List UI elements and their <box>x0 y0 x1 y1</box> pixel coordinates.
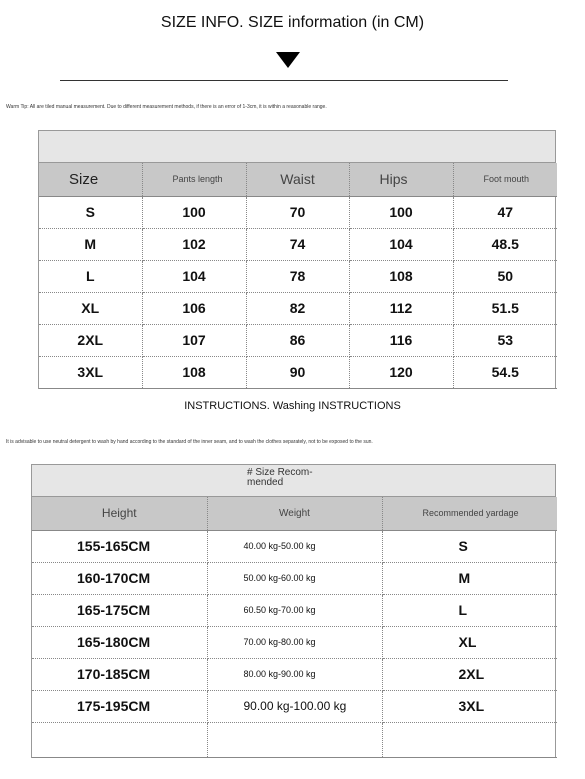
table-row <box>32 658 557 690</box>
table-row <box>32 530 557 562</box>
table-row <box>39 292 557 324</box>
table-cell: 104 <box>142 260 246 292</box>
table-cell: 100 <box>142 196 246 228</box>
table-cell: S <box>39 196 142 228</box>
table-cell: 107 <box>142 324 246 356</box>
table-cell: 50 <box>453 260 557 292</box>
table-cell: 104 <box>349 228 453 260</box>
table-cell: 2XL <box>39 324 142 356</box>
table-cell: 175-195CM <box>32 690 207 722</box>
page-title: SIZE INFO. SIZE information (in CM) <box>160 14 425 31</box>
table-cell: 51.5 <box>453 292 557 324</box>
table-cell: 78 <box>246 260 349 292</box>
recommend-table-title-bar <box>31 464 556 497</box>
instructions-title: INSTRUCTIONS. Washing INSTRUCTIONS <box>184 400 401 412</box>
table-cell: 3XL <box>382 690 557 722</box>
column-header: Weight <box>207 497 382 530</box>
table-cell: 120 <box>349 356 453 388</box>
column-header: Recommended yardage <box>382 497 557 530</box>
down-arrow-icon <box>276 52 300 68</box>
table-cell: 40.00 kg-50.00 kg <box>207 530 382 562</box>
column-header: Foot mouth <box>453 163 557 196</box>
column-header: Height <box>32 497 207 530</box>
table-cell: 82 <box>246 292 349 324</box>
table-row <box>32 626 557 658</box>
table-cell: 86 <box>246 324 349 356</box>
column-header: Pants length <box>142 163 246 196</box>
table-cell: 106 <box>142 292 246 324</box>
table-cell: 100 <box>349 196 453 228</box>
table-cell: 2XL <box>382 658 557 690</box>
column-header: Size <box>39 163 142 196</box>
recommend-table-title: # Size Recom-mended <box>247 467 313 488</box>
washing-instructions: It is advisable to use neutral detergent to wash by hand according to the standard of the inner seam, and to wash the clothes separately, not to be exposed to the sun. <box>6 439 373 445</box>
table-row <box>32 562 557 594</box>
table-cell: 50.00 kg-60.00 kg <box>207 562 382 594</box>
table-cell: 170-185CM <box>32 658 207 690</box>
table-cell: 53 <box>453 324 557 356</box>
table-cell: 48.5 <box>453 228 557 260</box>
table-cell: M <box>382 562 557 594</box>
table-cell: 70 <box>246 196 349 228</box>
table-row <box>39 196 557 228</box>
table-cell: 90.00 kg-100.00 kg <box>207 690 382 722</box>
table-cell: 165-175CM <box>32 594 207 626</box>
table-cell: L <box>39 260 142 292</box>
table-cell <box>382 722 557 757</box>
table-cell: 108 <box>349 260 453 292</box>
warm-tip: Warm Tip: All are tiled manual measurement. Due to different measurement methods, if there is an error of 1-3cm, it is within a reasonable range. <box>6 104 327 110</box>
column-header: Hips <box>349 163 453 196</box>
divider <box>60 80 508 81</box>
table-cell: 108 <box>142 356 246 388</box>
table-row <box>39 356 557 388</box>
size-table-title-bar <box>38 130 556 163</box>
table-cell: 47 <box>453 196 557 228</box>
table-cell: 3XL <box>39 356 142 388</box>
table-cell: 60.50 kg-70.00 kg <box>207 594 382 626</box>
table-row <box>39 324 557 356</box>
size-table-header <box>39 163 557 196</box>
table-cell: L <box>382 594 557 626</box>
table-cell: 70.00 kg-80.00 kg <box>207 626 382 658</box>
table-cell: 112 <box>349 292 453 324</box>
table-row <box>32 722 557 757</box>
table-cell: 90 <box>246 356 349 388</box>
table-cell: 116 <box>349 324 453 356</box>
table-row <box>32 690 557 722</box>
table-cell <box>207 722 382 757</box>
table-cell: 74 <box>246 228 349 260</box>
table-cell: M <box>39 228 142 260</box>
table-cell: XL <box>39 292 142 324</box>
column-header: Waist <box>246 163 349 196</box>
table-cell: 102 <box>142 228 246 260</box>
table-cell: 54.5 <box>453 356 557 388</box>
size-table <box>38 130 556 389</box>
recommend-table-header <box>32 497 557 530</box>
table-cell <box>32 722 207 757</box>
table-cell: 155-165CM <box>32 530 207 562</box>
table-cell: 80.00 kg-90.00 kg <box>207 658 382 690</box>
table-cell: 160-170CM <box>32 562 207 594</box>
table-cell: S <box>382 530 557 562</box>
recommend-table <box>31 464 556 758</box>
table-row <box>32 594 557 626</box>
table-row <box>39 228 557 260</box>
table-row <box>39 260 557 292</box>
table-cell: XL <box>382 626 557 658</box>
table-cell: 165-180CM <box>32 626 207 658</box>
